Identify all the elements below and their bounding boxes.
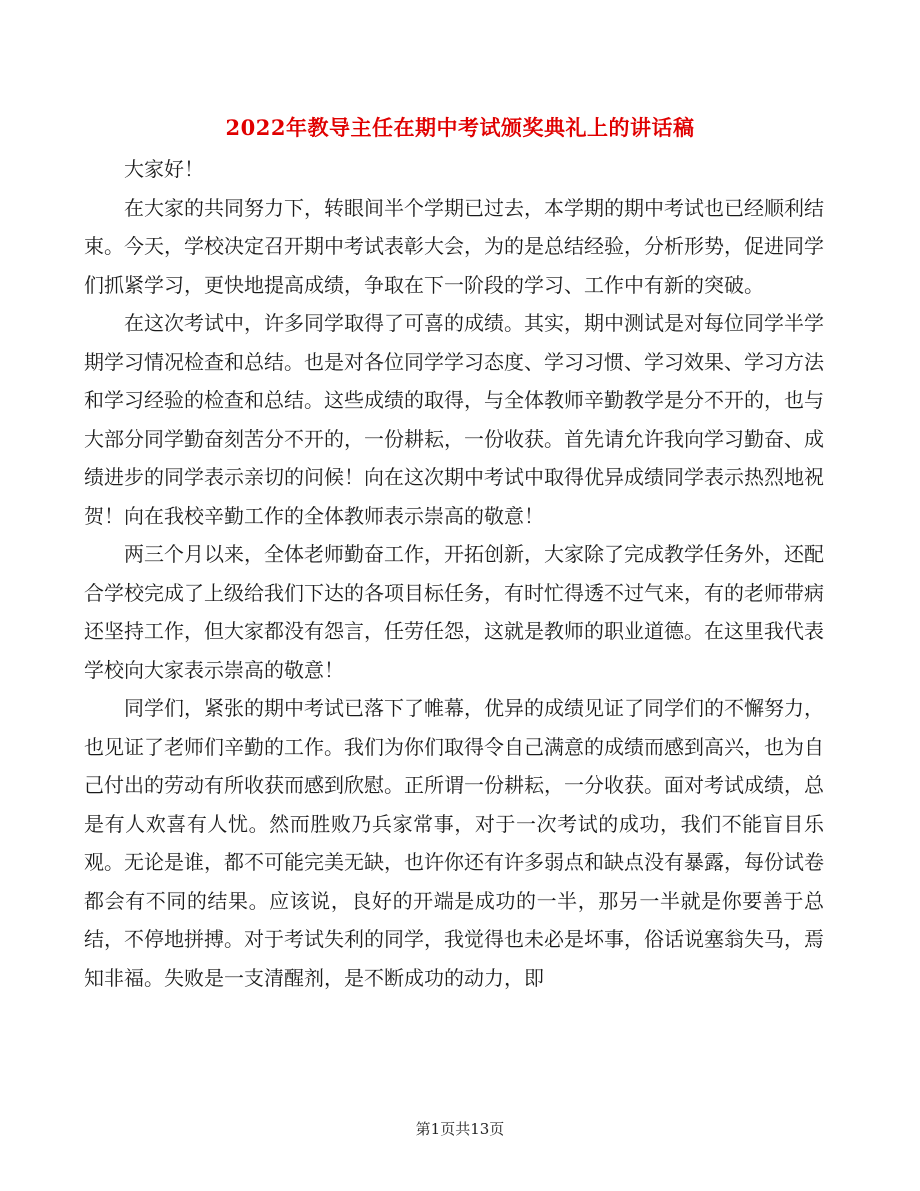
paragraph: 同学们，紧张的期中考试已落下了帷幕，优异的成绩见证了同学们的不懈努力，也见证了老师们辛勤的工作。我们为你们取得令自己满意的成绩而感到高兴，也为自己付出的劳动有所收获而感到欣慰。正所谓一份耕耘，一分收获。面对考试成绩，总是有人欢喜有人忧。然而胜败乃兵家常事，对于一次考试的成功，我们不能盲目乐观。无论是谁，都不可能完美无缺，也许你还有许多弱点和缺点没有暴露，每份试卷都会有不同的结果。应该说，良好的开端是成功的一半，那另一半就是你要善于总结，不停地拼搏。对于考试失利的同学，我觉得也未必是坏事，俗话说塞翁失马，焉知非福。失败是一支清醒剂，是不断成功的动力，即 [84, 696, 824, 990]
document-title: 2022年教导主任在期中考试颁奖典礼上的讲话稿 [225, 115, 695, 140]
page-number: 第1页共13页 [415, 1120, 505, 1138]
paragraph-greeting: 大家好！ [124, 157, 204, 181]
paragraph: 在这次考试中，许多同学取得了可喜的成绩。其实，期中测试是对每位同学半学期学习情况检查和总结。也是对各位同学学习态度、学习习惯、学习效果、学习方法和学习经验的检查和总结。这些成绩的取得，与全体教师辛勤教学是分不开的，也与大部分同学勤奋刻苦分不开的，一份耕耘，一份收获。首先请允许我向学习勤奋、成绩进步的同学表示亲切的问候！向在这次期中考试中取得优异成绩同学表示热烈地祝贺！向在我校辛勤工作的全体教师表示崇高的敬意！ [84, 311, 824, 528]
document-body [84, 150, 824, 997]
paragraph: 在大家的共同努力下，转眼间半个学期已过去，本学期的期中考试也已经顺利结束。今天，学校决定召开期中考试表彰大会，为的是总结经验，分析形势，促进同学们抓紧学习，更快地提高成绩，争取在下一阶段的学习、工作中有新的突破。 [84, 195, 824, 297]
paragraph: 两三个月以来，全体老师勤奋工作，开拓创新，大家除了完成教学任务外，还配合学校完成了上级给我们下达的各项目标任务，有时忙得透不过气来，有的老师带病还坚持工作，但大家都没有怨言，任劳任怨，这就是教师的职业道德。在这里我代表学校向大家表示崇高的敬意！ [84, 542, 824, 682]
